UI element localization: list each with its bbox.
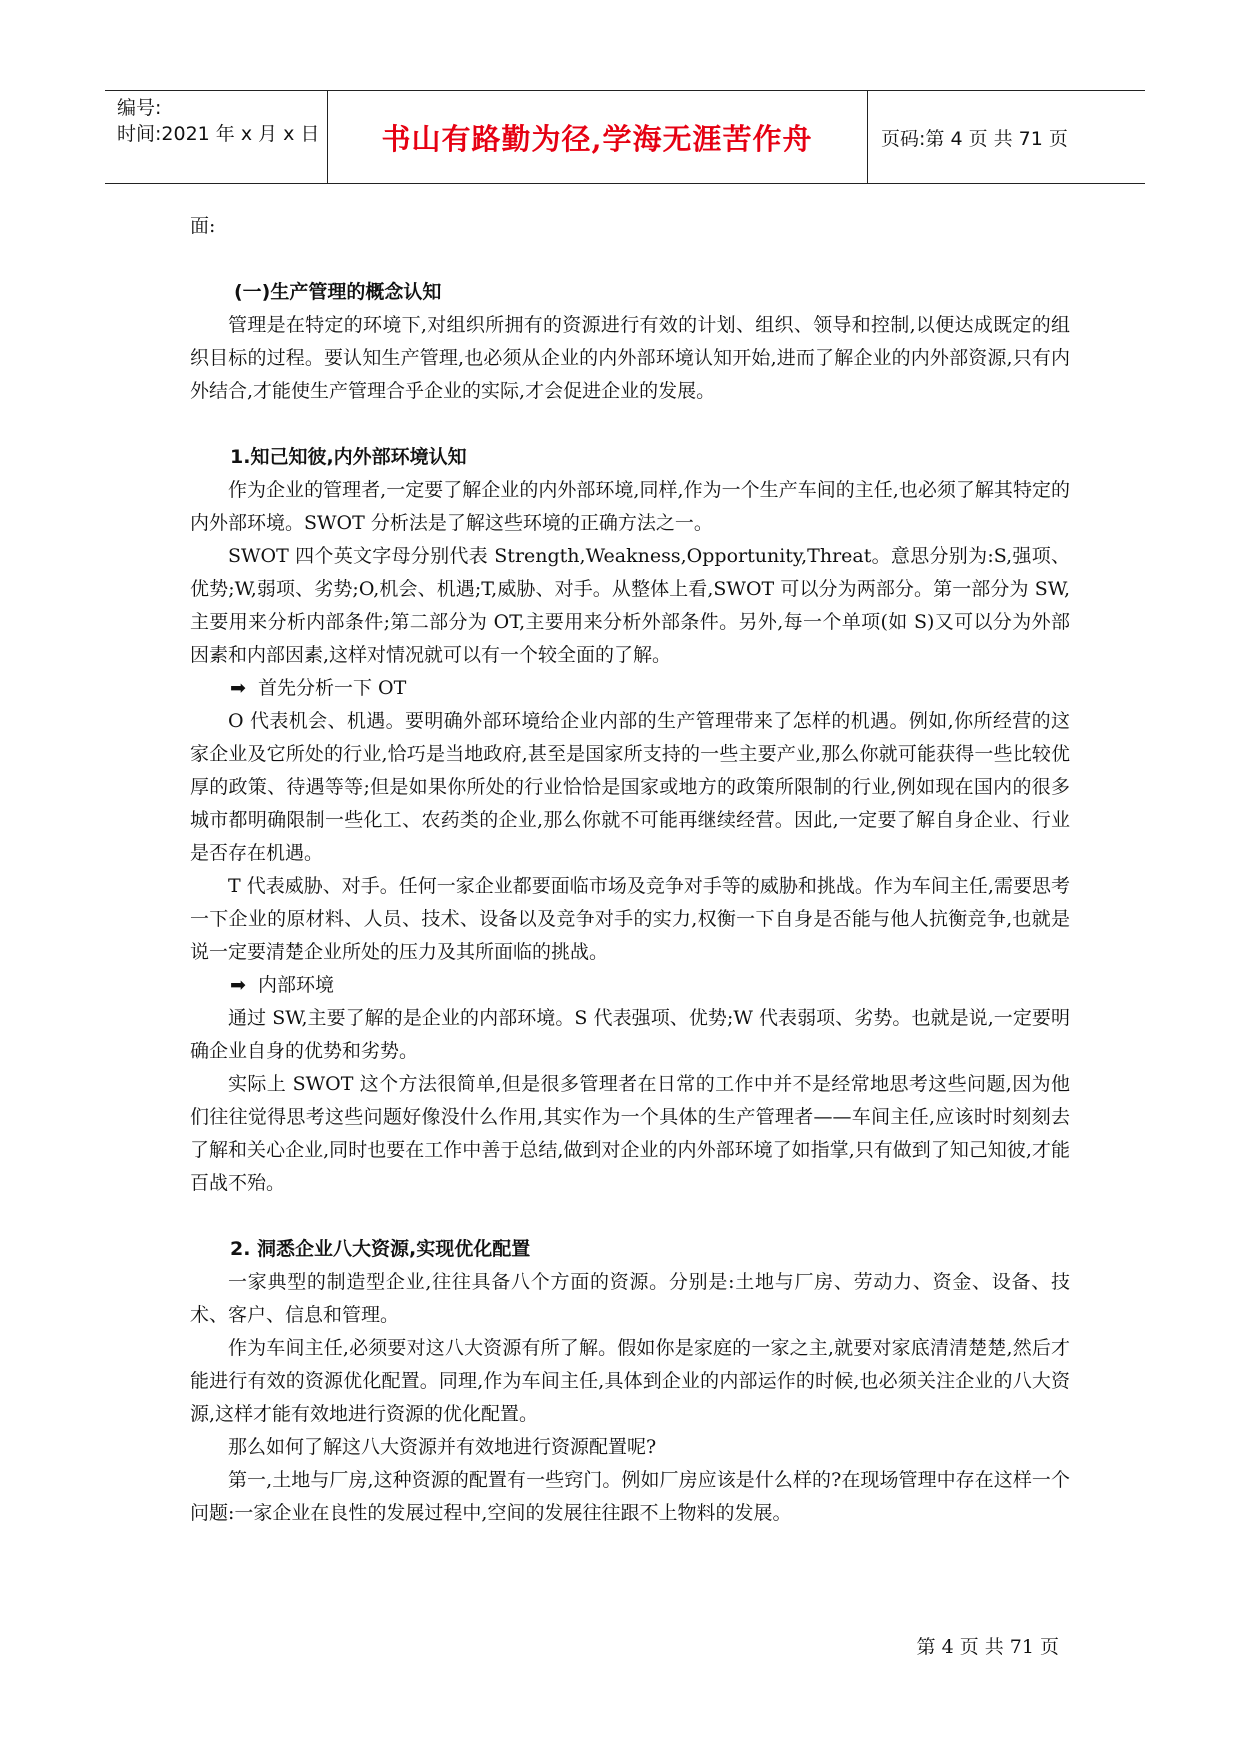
header-page-label: 页码:第 4 页 共 71 页 (881, 127, 1068, 150)
arrow-right-icon: ➡ (230, 677, 246, 699)
paragraph: 通过 SW,主要了解的是企业的内部环境。S 代表强项、优势;W 代表弱项、劣势。也就是说,一定要明确企业自身的优势和劣势。 (190, 1007, 1070, 1062)
bullet-item (190, 672, 1070, 705)
header-motto: 书山有路勤为径,学海无涯苦作舟 (381, 121, 813, 156)
bullet-item (190, 969, 1070, 1002)
subsection-heading-2: 2. 洞悉企业八大资源,实现优化配置 (230, 1238, 531, 1260)
bullet-label: 内部环境 (258, 974, 335, 996)
paragraph: 实际上 SWOT 这个方法很简单,但是很多管理者在日常的工作中并不是经常地思考这些问题,因为他们往往觉得思考这些问题好像没什么作用,其实作为一个具体的生产管理者——车间主任,应该时时刻刻去了解和关心企业,同时也要在工作中善于总结,做到对企业的内外部环境了如指掌,只有做到了知己知彼,才能百战不殆。 (190, 1073, 1070, 1194)
paragraph: 作为企业的管理者,一定要了解企业的内外部环境,同样,作为一个生产车间的主任,也必须了解其特定的内外部环境。SWOT 分析法是了解这些环境的正确方法之一。 (190, 479, 1070, 534)
paragraph: 一家典型的制造型企业,往往具备八个方面的资源。分别是:土地与厂房、劳动力、资金、设备、技术、客户、信息和管理。 (190, 1271, 1070, 1326)
paragraph: 第一,土地与厂房,这种资源的配置有一些窍门。例如厂房应该是什么样的?在现场管理中存在这样一个问题:一家企业在良性的发展过程中,空间的发展往往跟不上物料的发展。 (190, 1469, 1070, 1524)
paragraph: O 代表机会、机遇。要明确外部环境给企业内部的生产管理带来了怎样的机遇。例如,你所经营的这家企业及它所处的行业,恰巧是当地政府,甚至是国家所支持的一些主要产业,那么你就可能获得一些比较优厚的政策、待遇等等;但是如果你所处的行业恰恰是国家或地方的政策所限制的行业,例如现在国内的很多城市都明确限制一些化工、农药类的企业,那么你就不可能再继续经营。因此,一定要了解自身企业、行业是否存在机遇。 (190, 710, 1070, 864)
paragraph: T 代表威胁、对手。任何一家企业都要面临市场及竞争对手等的威胁和挑战。作为车间主任,需要思考一下企业的原材料、人员、技术、设备以及竞争对手的实力,权衡一下自身是否能与他人抗衡竞争,也就是说一定要清楚企业所处的压力及其所面临的挑战。 (190, 875, 1070, 963)
header-motto-cell (327, 91, 867, 183)
doc-number-label: 编号: (117, 97, 162, 119)
page-header (105, 90, 1145, 184)
paragraph-continuation: 面: (190, 215, 216, 237)
paragraph: 作为车间主任,必须要对这八大资源有所了解。假如你是家庭的一家之主,就要对家底清清楚楚,然后才能进行有效的资源优化配置。同理,作为车间主任,具体到企业的内部运作的时候,也必须关注企业的八大资源,这样才能有效地进行资源的优化配置。 (190, 1337, 1070, 1425)
section-heading: (一)生产管理的概念认知 (234, 281, 442, 303)
arrow-right-icon: ➡ (230, 974, 246, 996)
document-body (190, 210, 1070, 1530)
paragraph: SWOT 四个英文字母分别代表 Strength,Weakness,Opportunity,Threat。意思分别为:S,强项、优势;W,弱项、劣势;O,机会、机遇;T,威胁、对手。从整体上看,SWOT 可以分为两部分。第一部分为 SW,主要用来分析内部条件;第二部分为 OT,主要用来分析外部条件。另外,每一个单项(如 S)又可以分为外部因素和内部因素,这样对情况就可以有一个较全面的了解。 (190, 545, 1070, 666)
paragraph: 那么如何了解这八大资源并有效地进行资源配置呢? (228, 1436, 657, 1458)
page-footer: 第 4 页 共 71 页 (916, 1636, 1059, 1658)
time-label: 时间:2021 年 x 月 x 日 (117, 123, 320, 145)
bullet-label: 首先分析一下 OT (258, 677, 407, 699)
paragraph: 管理是在特定的环境下,对组织所拥有的资源进行有效的计划、组织、领导和控制,以便达成既定的组织目标的过程。要认知生产管理,也必须从企业的内外部环境认知开始,进而了解企业的内外部资源,只有内外结合,才能使生产管理合乎企业的实际,才会促进企业的发展。 (190, 314, 1070, 402)
subsection-heading-1: 1.知己知彼,内外部环境认知 (230, 446, 467, 468)
